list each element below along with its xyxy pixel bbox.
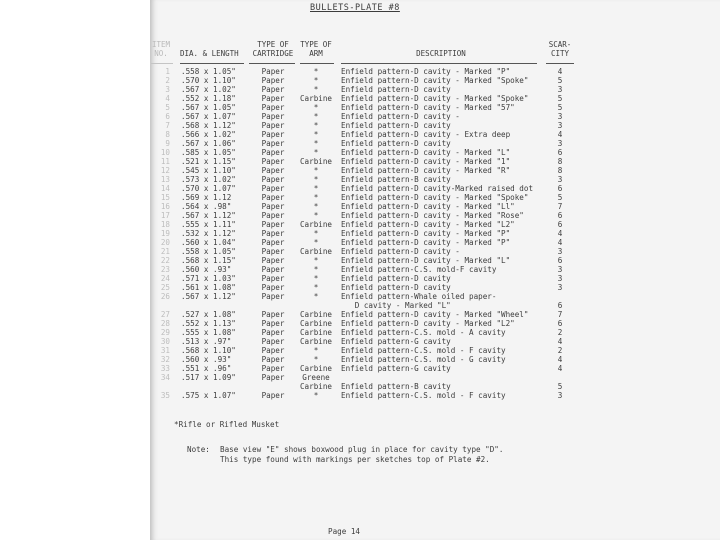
cell-scarcity: 6 xyxy=(557,301,563,310)
cell-arm-type: * xyxy=(313,265,319,274)
cell-arm-type: * xyxy=(313,229,319,238)
cell-item-number: 1 xyxy=(165,67,170,76)
cell-description: Enfield pattern-Whale oiled paper- xyxy=(341,292,497,301)
cell-arm-type: Carbine xyxy=(299,337,332,346)
cell-dia-length: .570 x 1.07" xyxy=(181,184,236,193)
cell-dia-length: .564 x .98" xyxy=(181,202,232,211)
cell-dia-length: .569 x 1.12 xyxy=(181,193,232,202)
header-rule-dia xyxy=(180,63,244,64)
table-row xyxy=(0,382,720,391)
cell-description: Enfield pattern-D cavity - Marked "P" xyxy=(341,67,511,76)
cell-scarcity: 3 xyxy=(557,391,563,400)
cell-description: Enfield pattern-D cavity - Marked "Rose" xyxy=(341,211,524,220)
cell-scarcity: 7 xyxy=(557,310,563,319)
table-row xyxy=(0,391,720,400)
cell-dia-length: .558 x 1.05" xyxy=(181,67,236,76)
cell-cartridge-type: Paper xyxy=(261,67,285,76)
cell-dia-length: .527 x 1.08" xyxy=(181,310,236,319)
cell-item-number: 11 xyxy=(160,157,170,166)
cell-description: Enfield pattern-D cavity xyxy=(341,85,451,94)
table-row xyxy=(0,319,720,328)
cell-cartridge-type: Paper xyxy=(261,193,285,202)
cell-scarcity: 6 xyxy=(557,184,563,193)
table-row xyxy=(0,310,720,319)
cell-cartridge-type: Paper xyxy=(261,85,285,94)
table-row xyxy=(0,364,720,373)
table-row xyxy=(0,355,720,364)
cell-item-number: 6 xyxy=(165,112,170,121)
table-row xyxy=(0,337,720,346)
table-row xyxy=(0,112,720,121)
cell-description: Enfield pattern-C.S. mold - F cavity xyxy=(341,391,506,400)
cell-dia-length: .568 x 1.12" xyxy=(181,121,236,130)
cell-scarcity: 5 xyxy=(557,382,563,391)
cell-arm-type: * xyxy=(313,166,319,175)
cell-scarcity: 4 xyxy=(557,229,563,238)
cell-dia-length: .567 x 1.05" xyxy=(181,103,236,112)
cell-item-number: 27 xyxy=(160,310,170,319)
cell-cartridge-type: Paper xyxy=(261,355,285,364)
table-row xyxy=(0,130,720,139)
cell-description: Enfield pattern-C.S. mold - G cavity xyxy=(341,355,506,364)
cell-arm-type: Carbine xyxy=(299,310,332,319)
cell-cartridge-type: Paper xyxy=(261,364,285,373)
cell-arm-type: * xyxy=(313,391,319,400)
cell-arm-type: Greene xyxy=(302,373,330,382)
cell-scarcity: 4 xyxy=(557,364,563,373)
cell-item-number: 21 xyxy=(160,247,170,256)
cell-cartridge-type: Paper xyxy=(261,211,285,220)
cell-dia-length: .568 x 1.15" xyxy=(181,256,236,265)
note-line-2: This type found with markings per sketches top of Plate #2. xyxy=(220,455,490,464)
cell-arm-type: * xyxy=(313,103,319,112)
cell-scarcity: 3 xyxy=(557,274,563,283)
cell-description: Enfield pattern-D cavity - xyxy=(341,247,460,256)
cell-item-number: 18 xyxy=(160,220,170,229)
cell-cartridge-type: Paper xyxy=(261,265,285,274)
cell-scarcity: 5 xyxy=(557,94,563,103)
cell-description: Enfield pattern-D cavity - Marked "Spoke" xyxy=(341,76,529,85)
cell-description: Enfield pattern-D cavity xyxy=(341,283,451,292)
header-rule-description xyxy=(341,63,537,64)
cell-cartridge-type: Paper xyxy=(261,346,285,355)
cell-description: Enfield pattern-C.S. mold-F cavity xyxy=(341,265,497,274)
cell-cartridge-type: Paper xyxy=(261,247,285,256)
cell-dia-length: .575 x 1.07" xyxy=(181,391,236,400)
cell-arm-type: * xyxy=(313,274,319,283)
cell-item-number: 2 xyxy=(165,76,170,85)
cell-dia-length: .567 x 1.12" xyxy=(181,292,236,301)
header-item-line1: ITEM xyxy=(151,40,171,49)
cell-description: Enfield pattern-G cavity xyxy=(341,337,451,346)
cell-scarcity: 3 xyxy=(557,283,563,292)
cell-scarcity: 6 xyxy=(557,220,563,229)
cell-item-number: 28 xyxy=(160,319,170,328)
cell-cartridge-type: Paper xyxy=(261,103,285,112)
cell-dia-length: .532 x 1.12" xyxy=(181,229,236,238)
cell-item-number: 34 xyxy=(160,373,170,382)
cell-cartridge-type: Paper xyxy=(261,292,285,301)
cell-scarcity: 6 xyxy=(557,211,563,220)
cell-dia-length: .561 x 1.08" xyxy=(181,283,236,292)
cell-scarcity: 4 xyxy=(557,67,563,76)
cell-cartridge-type: Paper xyxy=(261,175,285,184)
table-row xyxy=(0,76,720,85)
header-rule-item xyxy=(151,63,173,64)
cell-cartridge-type: Paper xyxy=(261,202,285,211)
cell-arm-type: * xyxy=(313,175,319,184)
cell-description: Enfield pattern-D cavity - Extra deep xyxy=(341,130,511,139)
cell-item-number: 12 xyxy=(160,166,170,175)
cell-dia-length: .552 x 1.18" xyxy=(181,94,236,103)
cell-scarcity: 2 xyxy=(557,346,563,355)
cell-cartridge-type: Paper xyxy=(261,274,285,283)
header-arm-line2: ARM xyxy=(309,49,323,58)
cell-arm-type: * xyxy=(313,346,319,355)
cell-item-number: 30 xyxy=(160,337,170,346)
cell-cartridge-type: Paper xyxy=(261,139,285,148)
cell-description: Enfield pattern-D cavity xyxy=(341,121,451,130)
table-row xyxy=(0,238,720,247)
footnote: *Rifle or Rifled Musket xyxy=(174,420,280,429)
cell-cartridge-type: Paper xyxy=(261,319,285,328)
cell-cartridge-type: Paper xyxy=(261,220,285,229)
cell-description: Enfield pattern-D cavity xyxy=(341,139,451,148)
cell-dia-length: .567 x 1.02" xyxy=(181,85,236,94)
cell-cartridge-type: Paper xyxy=(261,184,285,193)
cell-dia-length: .558 x 1.05" xyxy=(181,247,236,256)
cell-item-number: 14 xyxy=(160,184,170,193)
cell-description: D cavity - Marked "L" xyxy=(341,301,451,310)
cell-description: Enfield pattern-D cavity - Marked "Wheel" xyxy=(341,310,529,319)
cell-arm-type: * xyxy=(313,121,319,130)
header-rule-scarcity xyxy=(546,63,574,64)
table-row xyxy=(0,220,720,229)
table-row xyxy=(0,103,720,112)
cell-item-number: 26 xyxy=(160,292,170,301)
table-row xyxy=(0,301,720,310)
cell-dia-length: .567 x 1.12" xyxy=(181,211,236,220)
cell-item-number: 5 xyxy=(165,103,170,112)
cell-scarcity: 5 xyxy=(557,193,563,202)
cell-arm-type: Carbine xyxy=(299,220,332,229)
header-cartridge-line1: TYPE OF xyxy=(257,40,289,49)
cell-dia-length: .551 x .96" xyxy=(181,364,232,373)
cell-description: Enfield pattern-D cavity - Marked "L2" xyxy=(341,319,515,328)
cell-dia-length: .545 x 1.10" xyxy=(181,166,236,175)
cell-scarcity: 4 xyxy=(557,337,563,346)
cell-scarcity: 2 xyxy=(557,328,563,337)
cell-dia-length: .560 x .93" xyxy=(181,265,232,274)
cell-item-number: 20 xyxy=(160,238,170,247)
cell-dia-length: .570 x 1.10" xyxy=(181,76,236,85)
cell-dia-length: .567 x 1.06" xyxy=(181,139,236,148)
cell-item-number: 23 xyxy=(160,265,170,274)
cell-arm-type: * xyxy=(313,139,319,148)
cell-arm-type: Carbine xyxy=(299,364,332,373)
cell-arm-type: * xyxy=(313,283,319,292)
table-row xyxy=(0,292,720,301)
cell-scarcity: 3 xyxy=(557,265,563,274)
cell-dia-length: .560 x .93" xyxy=(181,355,232,364)
cell-arm-type: Carbine xyxy=(299,157,332,166)
cell-item-number: 10 xyxy=(160,148,170,157)
cell-cartridge-type: Paper xyxy=(261,328,285,337)
cell-arm-type: * xyxy=(313,193,319,202)
cell-item-number: 16 xyxy=(160,202,170,211)
cell-arm-type: * xyxy=(313,292,319,301)
cell-dia-length: .566 x 1.02" xyxy=(181,130,236,139)
table-row xyxy=(0,157,720,166)
cell-cartridge-type: Paper xyxy=(261,112,285,121)
cell-item-number: 25 xyxy=(160,283,170,292)
header-rule-arm xyxy=(300,63,334,64)
cell-description: Enfield pattern-B cavity xyxy=(341,175,451,184)
cell-dia-length: .568 x 1.10" xyxy=(181,346,236,355)
table-row xyxy=(0,175,720,184)
cell-description: Enfield pattern-D cavity - Marked "L" xyxy=(341,256,511,265)
cell-arm-type: Carbine xyxy=(299,328,332,337)
cell-item-number: 17 xyxy=(160,211,170,220)
cell-dia-length: .521 x 1.15" xyxy=(181,157,236,166)
cell-description: Enfield pattern-B cavity xyxy=(341,382,451,391)
table-row xyxy=(0,328,720,337)
cell-description: Enfield pattern-D cavity - Marked "1" xyxy=(341,157,511,166)
cell-dia-length: .573 x 1.02" xyxy=(181,175,236,184)
cell-scarcity: 4 xyxy=(557,238,563,247)
cell-scarcity: 6 xyxy=(557,319,563,328)
cell-cartridge-type: Paper xyxy=(261,229,285,238)
cell-cartridge-type: Paper xyxy=(261,391,285,400)
cell-scarcity: 7 xyxy=(557,202,563,211)
table-row xyxy=(0,121,720,130)
table-row xyxy=(0,202,720,211)
cell-arm-type: * xyxy=(313,112,319,121)
cell-scarcity: 4 xyxy=(557,130,563,139)
cell-item-number: 7 xyxy=(165,121,170,130)
cell-dia-length: .585 x 1.05" xyxy=(181,148,236,157)
cell-description: Enfield pattern-D cavity - Marked "R" xyxy=(341,166,511,175)
cell-arm-type: Carbine xyxy=(299,247,332,256)
cell-arm-type: * xyxy=(313,184,319,193)
cell-scarcity: 5 xyxy=(557,103,563,112)
table-row xyxy=(0,247,720,256)
header-description: DESCRIPTION xyxy=(416,49,466,58)
page-title: BULLETS-PLATE #8 xyxy=(310,3,400,13)
table-row xyxy=(0,229,720,238)
cell-dia-length: .571 x 1.03" xyxy=(181,274,236,283)
header-scarcity-line1: SCAR- xyxy=(548,40,572,49)
cell-scarcity: 3 xyxy=(557,175,563,184)
cell-scarcity: 5 xyxy=(557,76,563,85)
header-cartridge-line2: CARTRIDGE xyxy=(252,49,294,58)
cell-item-number: 9 xyxy=(165,139,170,148)
cell-scarcity: 6 xyxy=(557,148,563,157)
cell-description: Enfield pattern-C.S. mold - A cavity xyxy=(341,328,506,337)
cell-arm-type: * xyxy=(313,85,319,94)
cell-arm-type: * xyxy=(313,76,319,85)
cell-arm-type: Carbine xyxy=(299,94,332,103)
cell-scarcity: 3 xyxy=(557,139,563,148)
cell-item-number: 15 xyxy=(160,193,170,202)
cell-cartridge-type: Paper xyxy=(261,256,285,265)
cell-arm-type: * xyxy=(313,256,319,265)
cell-cartridge-type: Paper xyxy=(261,148,285,157)
table-row xyxy=(0,373,720,382)
cell-description: Enfield pattern-D cavity-Marked raised dot xyxy=(341,184,534,193)
cell-arm-type: * xyxy=(313,148,319,157)
cell-cartridge-type: Paper xyxy=(261,283,285,292)
cell-scarcity: 3 xyxy=(557,121,563,130)
cell-description: Enfield pattern-D cavity xyxy=(341,274,451,283)
cell-dia-length: .555 x 1.08" xyxy=(181,328,236,337)
cell-arm-type: * xyxy=(313,355,319,364)
cell-dia-length: .513 x .97" xyxy=(181,337,232,346)
cell-item-number: 35 xyxy=(160,391,170,400)
cell-scarcity: 3 xyxy=(557,85,563,94)
table-row xyxy=(0,166,720,175)
table-row xyxy=(0,193,720,202)
cell-item-number: 33 xyxy=(160,364,170,373)
table-row xyxy=(0,139,720,148)
cell-cartridge-type: Paper xyxy=(261,157,285,166)
cell-dia-length: .555 x 1.11" xyxy=(181,220,236,229)
cell-arm-type: * xyxy=(313,238,319,247)
header-item-line2: NO. xyxy=(154,49,168,58)
cell-description: Enfield pattern-D cavity - Marked "L" xyxy=(341,148,511,157)
cell-item-number: 13 xyxy=(160,175,170,184)
cell-item-number: 32 xyxy=(160,355,170,364)
cell-description: Enfield pattern-D cavity - Marked "Ll" xyxy=(341,202,515,211)
cell-scarcity: 3 xyxy=(557,247,563,256)
cell-scarcity: 4 xyxy=(557,355,563,364)
cell-description: Enfield pattern-D cavity - Marked "L2" xyxy=(341,220,515,229)
cell-scarcity: 8 xyxy=(557,166,563,175)
cell-arm-type: Carbine xyxy=(299,319,332,328)
cell-cartridge-type: Paper xyxy=(261,121,285,130)
cell-item-number: 4 xyxy=(165,94,170,103)
cell-item-number: 31 xyxy=(160,346,170,355)
table-row xyxy=(0,265,720,274)
cell-item-number: 22 xyxy=(160,256,170,265)
note-label: Note: xyxy=(187,445,210,454)
cell-arm-type: Carbine xyxy=(299,382,332,391)
cell-scarcity: 3 xyxy=(557,112,563,121)
cell-item-number: 24 xyxy=(160,274,170,283)
cell-cartridge-type: Paper xyxy=(261,373,285,382)
table-row xyxy=(0,283,720,292)
cell-item-number: 19 xyxy=(160,229,170,238)
cell-item-number: 8 xyxy=(165,130,170,139)
table-row xyxy=(0,211,720,220)
cell-dia-length: .552 x 1.13" xyxy=(181,319,236,328)
table-row xyxy=(0,85,720,94)
table-row xyxy=(0,148,720,157)
cell-description: Enfield pattern-D cavity - Marked "P" xyxy=(341,229,511,238)
cell-item-number: 29 xyxy=(160,328,170,337)
note-line-1: Base view "E" shows boxwood plug in place for cavity type "D". xyxy=(220,445,504,454)
cell-cartridge-type: Paper xyxy=(261,166,285,175)
cell-cartridge-type: Paper xyxy=(261,337,285,346)
cell-scarcity: 6 xyxy=(557,256,563,265)
cell-description: Enfield pattern-G cavity xyxy=(341,364,451,373)
header-scarcity-line2: CITY xyxy=(550,49,570,58)
page-number: Page 14 xyxy=(328,527,361,536)
cell-arm-type: * xyxy=(313,67,319,76)
cell-scarcity: 8 xyxy=(557,157,563,166)
cell-dia-length: .560 x 1.04" xyxy=(181,238,236,247)
table-row xyxy=(0,346,720,355)
cell-item-number: 3 xyxy=(165,85,170,94)
header-dia-length: DIA. & LENGTH xyxy=(180,49,239,58)
header-arm-line1: TYPE OF xyxy=(300,40,332,49)
cell-cartridge-type: Paper xyxy=(261,130,285,139)
cell-description: Enfield pattern-D cavity - Marked "57" xyxy=(341,103,515,112)
cell-description: Enfield pattern-C.S. mold - F cavity xyxy=(341,346,506,355)
cell-description: Enfield pattern-D cavity - Marked "Spoke" xyxy=(341,94,529,103)
cell-arm-type: * xyxy=(313,211,319,220)
cell-description: Enfield pattern-D cavity - Marked "Spoke" xyxy=(341,193,529,202)
cell-arm-type: * xyxy=(313,202,319,211)
cell-description: Enfield pattern-D cavity - Marked "P" xyxy=(341,238,511,247)
cell-cartridge-type: Paper xyxy=(261,76,285,85)
table-row xyxy=(0,256,720,265)
cell-dia-length: .517 x 1.09" xyxy=(181,373,236,382)
table-row xyxy=(0,184,720,193)
cell-cartridge-type: Paper xyxy=(261,94,285,103)
cell-description: Enfield pattern-D cavity - xyxy=(341,112,460,121)
cell-arm-type: * xyxy=(313,130,319,139)
table-row xyxy=(0,274,720,283)
cell-cartridge-type: Paper xyxy=(261,310,285,319)
cell-dia-length: .567 x 1.07" xyxy=(181,112,236,121)
table-row xyxy=(0,94,720,103)
cell-cartridge-type: Paper xyxy=(261,238,285,247)
header-rule-cartridge xyxy=(249,63,295,64)
table-row xyxy=(0,67,720,76)
